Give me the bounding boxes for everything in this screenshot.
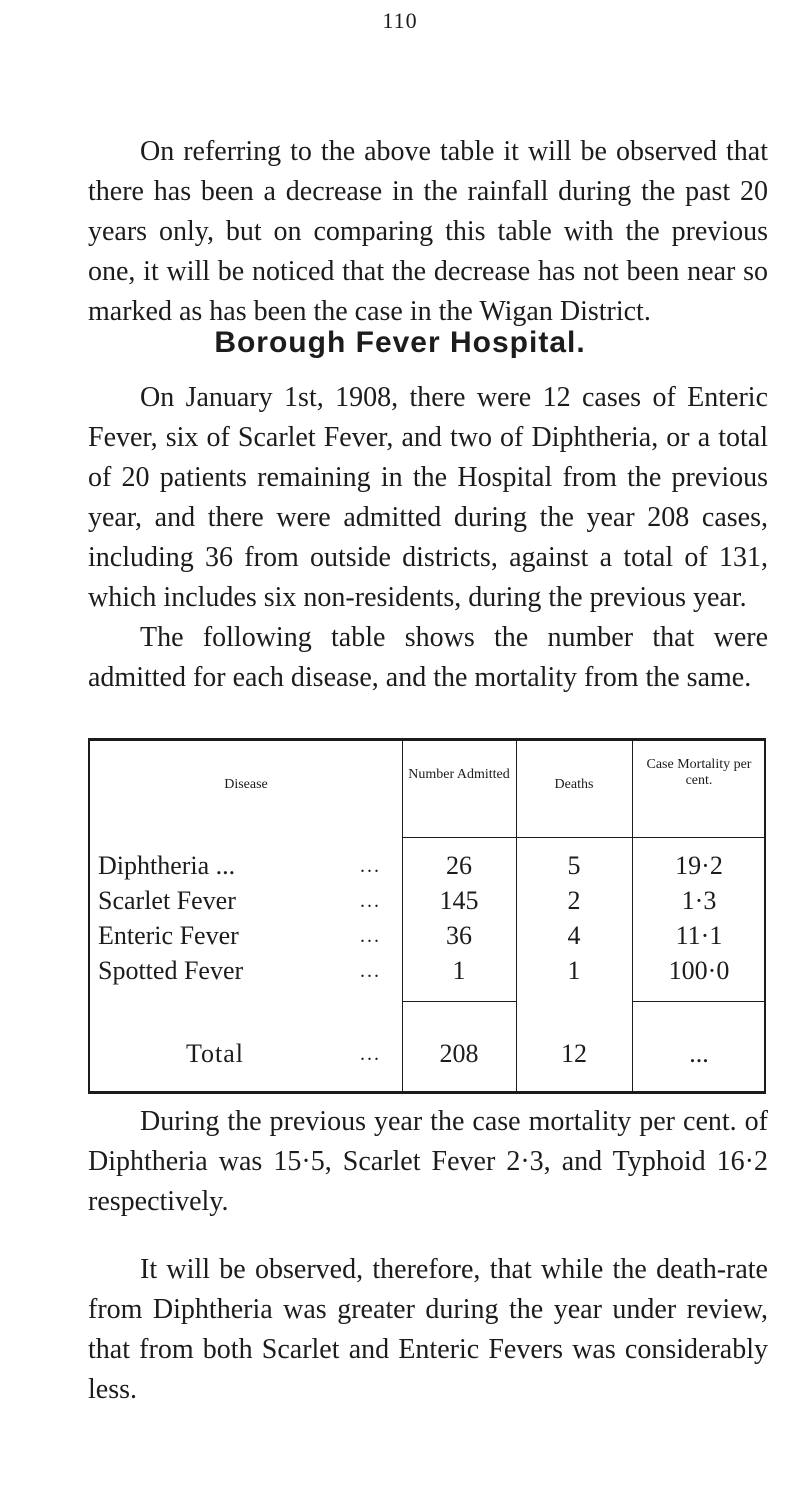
header-rule (402, 837, 764, 838)
deaths-value: 2 (567, 886, 581, 915)
header-disease: Disease (224, 777, 268, 792)
header-deaths: Deaths (554, 777, 594, 792)
disease-name: Spotted Fever (98, 956, 244, 985)
admitted-value: 26 (446, 851, 472, 880)
section-heading: Borough Fever Hospital. (214, 326, 586, 359)
disease-name: Scarlet Fever (98, 886, 236, 915)
mortality-value: 19·2 (675, 851, 723, 880)
disease-name: Enteric Fever (98, 921, 239, 950)
mortality-table (88, 738, 766, 1094)
paragraph-table-intro: The following table shows the number that were admitted for each disease, and the mortality from the same. (88, 622, 768, 693)
paragraph-conclusion: It will be observed, therefore, that while the death-rate from Diphtheria was greater during the year under review, that from both Scarlet and Enteric Fevers was considerably less. (88, 1254, 768, 1405)
total-rule (402, 1001, 516, 1002)
header-case-mortality: Case Mortality per cent. (646, 757, 752, 788)
leader-dots: ... (360, 960, 381, 982)
leader-dots: ... (360, 1043, 381, 1065)
table-row (90, 919, 766, 953)
total-admitted: 208 (439, 1039, 479, 1068)
deaths-value: 5 (567, 851, 581, 880)
leader-dots: ... (360, 890, 381, 912)
admitted-value: 1 (452, 956, 466, 985)
table-row (90, 884, 766, 918)
deaths-value: 1 (567, 956, 581, 985)
total-mortality: ... (689, 1039, 709, 1068)
mortality-value: 1·3 (681, 886, 717, 915)
admitted-value: 36 (446, 921, 472, 950)
mortality-value: 100·0 (668, 956, 730, 985)
paragraph-rainfall: On referring to the above table it will be observed that there has been a decrease in the rainfall during the past 20 years only, but on comparing this table with the previous one, it will be noticed that the decrease has not been near so marked as has been the case in the Wigan District. (88, 136, 768, 327)
header-number-admitted: Number Admitted (408, 767, 510, 782)
total-rule (632, 1001, 764, 1002)
leader-dots: ... (360, 855, 381, 877)
paragraph-previous-year: During the previous year the case mortality per cent. of Diphtheria was 15·5, Scarlet Fever 2·3, and Typhoid 16·2 respectively. (88, 1106, 768, 1217)
mortality-value: 11·1 (675, 921, 723, 950)
disease-name: Diphtheria ... (98, 851, 236, 880)
table-row (90, 954, 766, 988)
admitted-value: 145 (439, 886, 479, 915)
table-row (90, 849, 766, 883)
page-number: 110 (382, 8, 418, 33)
total-deaths: 12 (561, 1039, 587, 1068)
paragraph-hospital-cases: On January 1st, 1908, there were 12 cases of Enteric Fever, six of Scarlet Fever, and two of Diphtheria, or a total of 20 patients remaining in the Hospital from the previous year, and there were admitted during the year 208 cases, including 36 from outside districts, against a total of 131, which includes six non-residents, during the previous year. (88, 382, 768, 613)
total-label: Total (185, 1039, 245, 1068)
total-row (90, 1037, 766, 1071)
deaths-value: 4 (567, 921, 581, 950)
leader-dots: ... (360, 925, 381, 947)
